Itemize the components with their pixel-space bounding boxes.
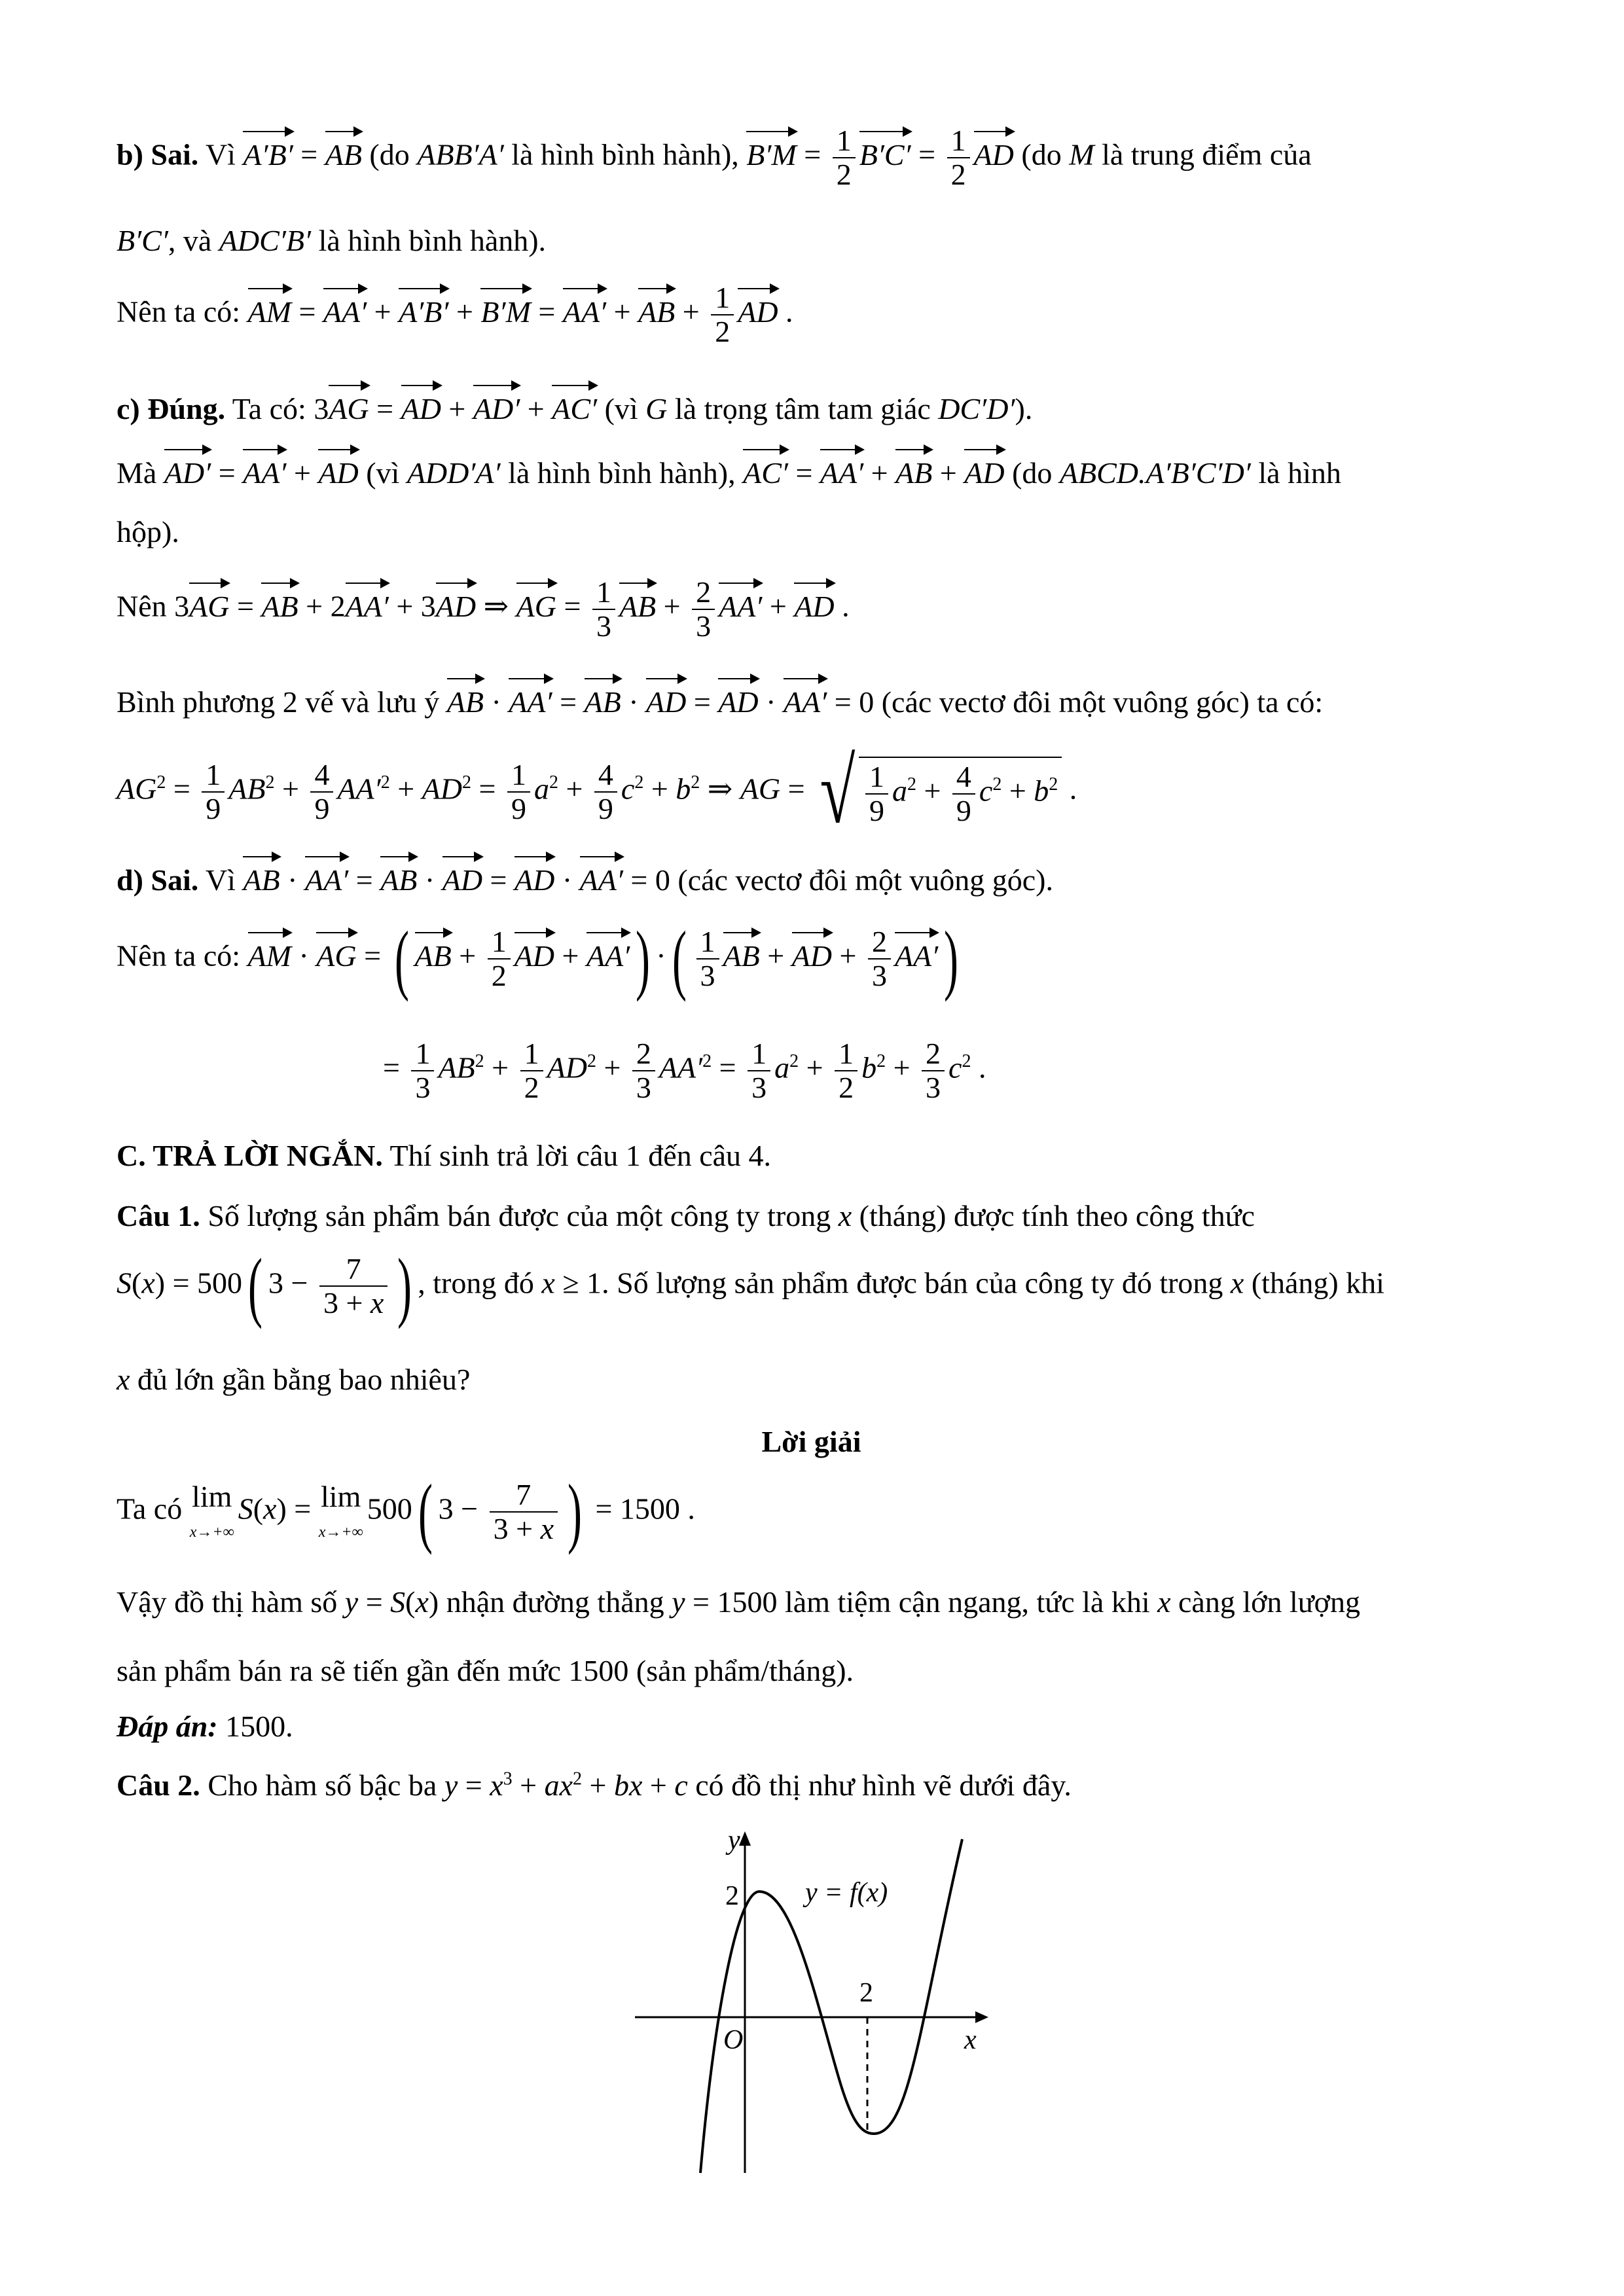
part-b-label: b) Sai. xyxy=(117,137,199,171)
x-axis-arrow-icon xyxy=(975,2011,988,2023)
q1-line1: Câu 1. Số lượng sản phẩm bán được của một công ty trong x (tháng) được tính theo công thức xyxy=(117,1199,1255,1232)
q2-label: Câu 2. xyxy=(117,1768,200,1802)
solution-title: Lời giải xyxy=(761,1425,861,1458)
line-b2: B′C′, và ADC′B′ là hình bình hành). xyxy=(117,224,547,257)
q1-solution-line3: sản phẩm bán ra sẽ tiến gần đến mức 1500 (sản phẩm/tháng). xyxy=(117,1654,854,1687)
origin-label: O xyxy=(723,2025,744,2055)
cubic-graph xyxy=(622,1826,1001,2179)
x-axis-label: x xyxy=(964,2025,977,2055)
q1-solution-line1: Ta có lim x→+∞S(x) = lim x→+∞500( 3 − $\frac{7}{3 + x}$ ) = 1500 . xyxy=(117,1468,695,1555)
line-b3: Nên ta có: AM = AA′ + A′B′ + B′M = AA′ + AB + $\frac{1}{2}$ AD . xyxy=(117,281,793,348)
part-d-label: d) Sai. xyxy=(117,863,199,897)
line-d1: d) Sai. Vì AB · AA′ = AB · AD = AD · AA′ = 0 (các vectơ đôi một vuông góc). xyxy=(117,851,1506,898)
line-c5: Bình phương 2 vế và lưu ý AB · AA′ = AB · AD = AD · AA′ = 0 (các vectơ đôi một vuông góc) ta có: xyxy=(117,673,1506,720)
section-c-heading: C. TRẢ LỜI NGẮN. Thí sinh trả lời câu 1 đến câu 4. xyxy=(117,1139,772,1172)
y-axis-label: y xyxy=(728,1826,740,1856)
line-d3: = $\frac{1}{3}$ $AB^2$ + $\frac{1}{2}$ $AD^2$ + $\frac{2}{3}$ $AA'^2$ = $\frac{1}{3}$ $a^2$ + $\frac{1}{2}$ $b^2$ + $\frac{2}{3}$ $c^2$ . xyxy=(383,1037,986,1104)
line-c6: $AG^2$ = $\frac{1}{9}$ $AB^2$ + $\frac{4}{9}$ $AA'^2 + AD^2$ = $\frac{1}{9}$ $a^2$ + $\frac{4}{9}$ $c^2 + b^2$ ⇒ AG = √ $\frac{1}{9}$ $a^2$ + $\frac{4}{9}$ $c^2 + b^2$ . xyxy=(117,741,1077,842)
q1-line3: x đủ lớn gần bằng bao nhiêu? xyxy=(117,1363,471,1396)
function-label: y = f(x) xyxy=(805,1878,888,1908)
x-value-label: 2 xyxy=(859,1978,873,2008)
line-c1: c) Đúng. Ta có: 3AG = AD + AD′ + AC′ (vì G là trọng tâm tam giác DC′D′). xyxy=(117,380,1506,427)
line-d2: Nên ta có: AM · AG = ( AB + $\frac{1}{2}$ AD + AA′) ·( $\frac{1}{3}$ AB + AD + $\frac{2}{3}$ AA′) xyxy=(117,915,959,1002)
q1-label: Câu 1. xyxy=(117,1199,200,1232)
line-c2: Mà AD′ = AA′ + AD (vì ADD′A′ là hình bình hành), AC′ = AA′ + AB + AD (do ABCD.A′B′C′D′ là hình xyxy=(117,444,1506,491)
q2-line1: Câu 2. Cho hàm số bậc ba $y = x^3 + ax^2$ + bx + c có đồ thị như hình vẽ dưới đây. xyxy=(117,1768,1072,1802)
q1-answer: Đáp án: 1500. xyxy=(117,1710,293,1743)
q1-line2: S(x) = 500( 3 − $\frac{7}{3 + x}$ ) , trong đó x ≥ 1. Số lượng sản phẩm được bán của công ty đó trong x (tháng) khi xyxy=(117,1242,1384,1329)
line-b1: b) Sai. Vì A′B′ = AB (do ABB′A′ là hình bình hành), B′M = $\frac{1}{2}$ B′C′ = $\frac{1}{2}$ AD (do M là trung điểm của xyxy=(117,124,1312,191)
y-intercept-label: 2 xyxy=(725,1881,739,1911)
line-c3: hộp). xyxy=(117,515,179,548)
y-axis-arrow-icon xyxy=(739,1831,751,1846)
part-c-label: c) Đúng. xyxy=(117,392,226,425)
line-c4: Nên 3AG = AB + 2AA′ + 3AD ⇒ AG = $\frac{1}{3}$ AB + $\frac{2}{3}$ AA′ + AD . xyxy=(117,575,850,643)
q1-solution-line2: Vậy đồ thị hàm số y = S(x) nhận đường thẳng y = 1500 làm tiệm cận ngang, tức là khi x càng lớn lượng xyxy=(117,1585,1360,1619)
